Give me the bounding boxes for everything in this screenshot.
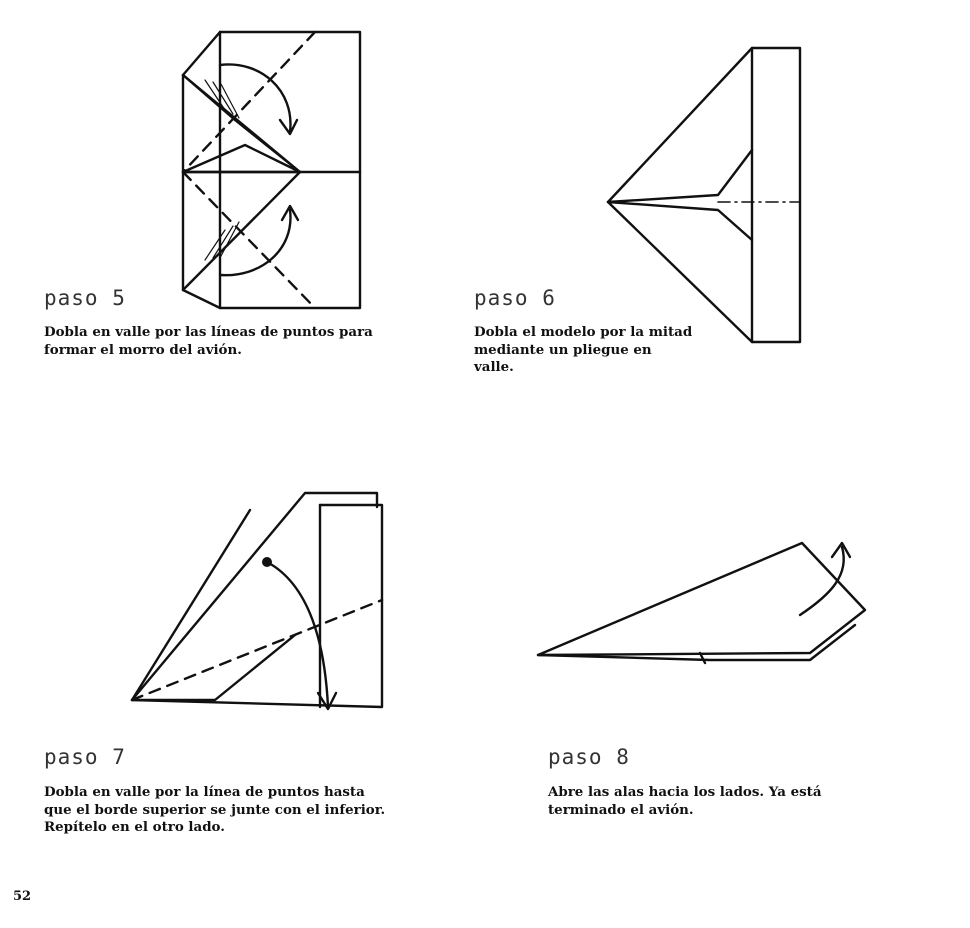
step-6-label: paso 6 [474, 286, 556, 310]
step-6-diagram [600, 40, 810, 350]
step-8-text: Abre las alas hacia los lados. Ya está terminado el avión. [548, 784, 822, 818]
step-8-diagram [530, 535, 875, 670]
step-5-text: Dobla en valle por las líneas de puntos para formar el morro del avión. [44, 324, 373, 358]
page-number: 52 [13, 889, 32, 904]
step-5-label: paso 5 [44, 286, 126, 310]
step-7-text: Dobla en valle por la línea de puntos hasta que el borde superior se junte con el inferior. Repítelo en el otro lado. [44, 784, 386, 835]
step-7-diagram [120, 485, 395, 720]
step-8-label: paso 8 [548, 745, 630, 769]
step-6-text: Dobla el modelo por la mitad mediante un pliegue en valle. [474, 324, 693, 375]
step-5-diagram [165, 20, 375, 320]
step-7-label: paso 7 [44, 745, 126, 769]
